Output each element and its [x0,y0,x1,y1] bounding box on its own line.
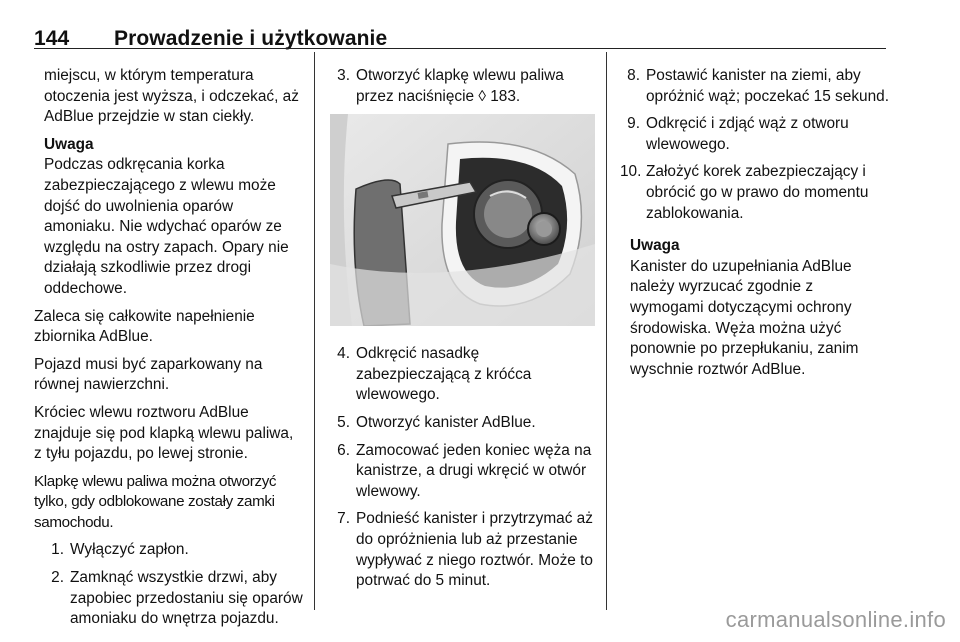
fuel-flap-illustration [330,114,595,326]
paragraph: Zaleca się całkowite napełnienie zbiornika AdBlue. [34,307,255,346]
page-number: 144 [34,27,70,50]
column-3 [620,66,890,380]
header-rule [34,48,886,49]
list-item: 9. Odkręcić i zdjąć wąż z otworu wlewowego. [627,115,849,153]
section-title: Prowadzenie i użytkowanie [114,27,388,50]
list-item: 8. Postawić kanister na ziemi, aby opróżnić wąż; poczekać 15 sekund. [627,67,889,105]
paragraph: Króciec wlewu roztworu AdBlue znajduje się pod klapką wlewu paliwa, z tyłu pojazdu, po lewej stronie. [34,403,294,463]
list-item: 10. Założyć korek zabezpieczający i obrócić go w prawo do momentu zablokowania. [620,163,869,222]
list-item: 3. Otworzyć klapkę wlewu paliwa przez naciśnięcie ◊ 183. [337,67,564,105]
note-block [620,236,890,380]
column-divider-1 [314,52,315,610]
column-1 [34,66,304,637]
watermark: carmanualsonline.info [725,607,946,632]
note-text: Podczas odkręcania korka zabezpieczającego z wlewu może dojść do uwolnienia oparów amoniaku. Nie wdychać oparów ze względu na ostry zapach. Opary nie działają szkodliwie przez drogi oddechowe. [44,156,289,297]
paragraph: Pojazd musi być zaparkowany na równej nawierzchni. [34,355,263,394]
list-item: 7. Podnieść kanister i przytrzymać aż do opróżnienia lub aż przestanie wypływać z niego roztwór. Może to potrwać do 5 minut. [337,510,593,590]
column-2 [330,66,595,599]
note-block [34,135,304,300]
note-title: Uwaga [630,237,680,255]
note-text: Kanister do uzupełniania AdBlue należy wyrzucać zgodnie z wymogami dotyczącymi ochrony środowiska. Węża można użyć ponownie po przepłukaniu, zanim wyschnie roztwór AdBlue. [630,257,859,378]
column-divider-2 [606,52,607,610]
list-item: 2. Zamknąć wszystkie drzwi, aby zapobiec przedostaniu się oparów amoniaku do wnętrza pojazdu. [51,569,303,628]
list-item: 5. Otworzyć kanister AdBlue. [337,413,536,431]
list-item: 6. Zamocować jeden koniec węża na kanistrze, a drugi wkręcić w otwór wlewowy. [337,441,592,500]
list-item: 1. Wyłączyć zapłon. [51,541,189,559]
note-title: Uwaga [44,135,94,153]
paragraph: Klapkę wlewu paliwa można otworzyć tylko, gdy odblokowane zostały zamki samochodu. [34,472,277,531]
steps-list [330,344,595,592]
steps-list [330,66,595,107]
list-item: 4. Odkręcić nasadkę zabezpieczającą z króćca wlewowego. [337,345,532,404]
steps-list [34,540,304,629]
continued-paragraph: miejscu, w którym temperatura otoczenia jest wyższa, i odczekać, aż AdBlue przejdzie w stan ciekły. [44,67,299,126]
steps-list [620,66,890,224]
